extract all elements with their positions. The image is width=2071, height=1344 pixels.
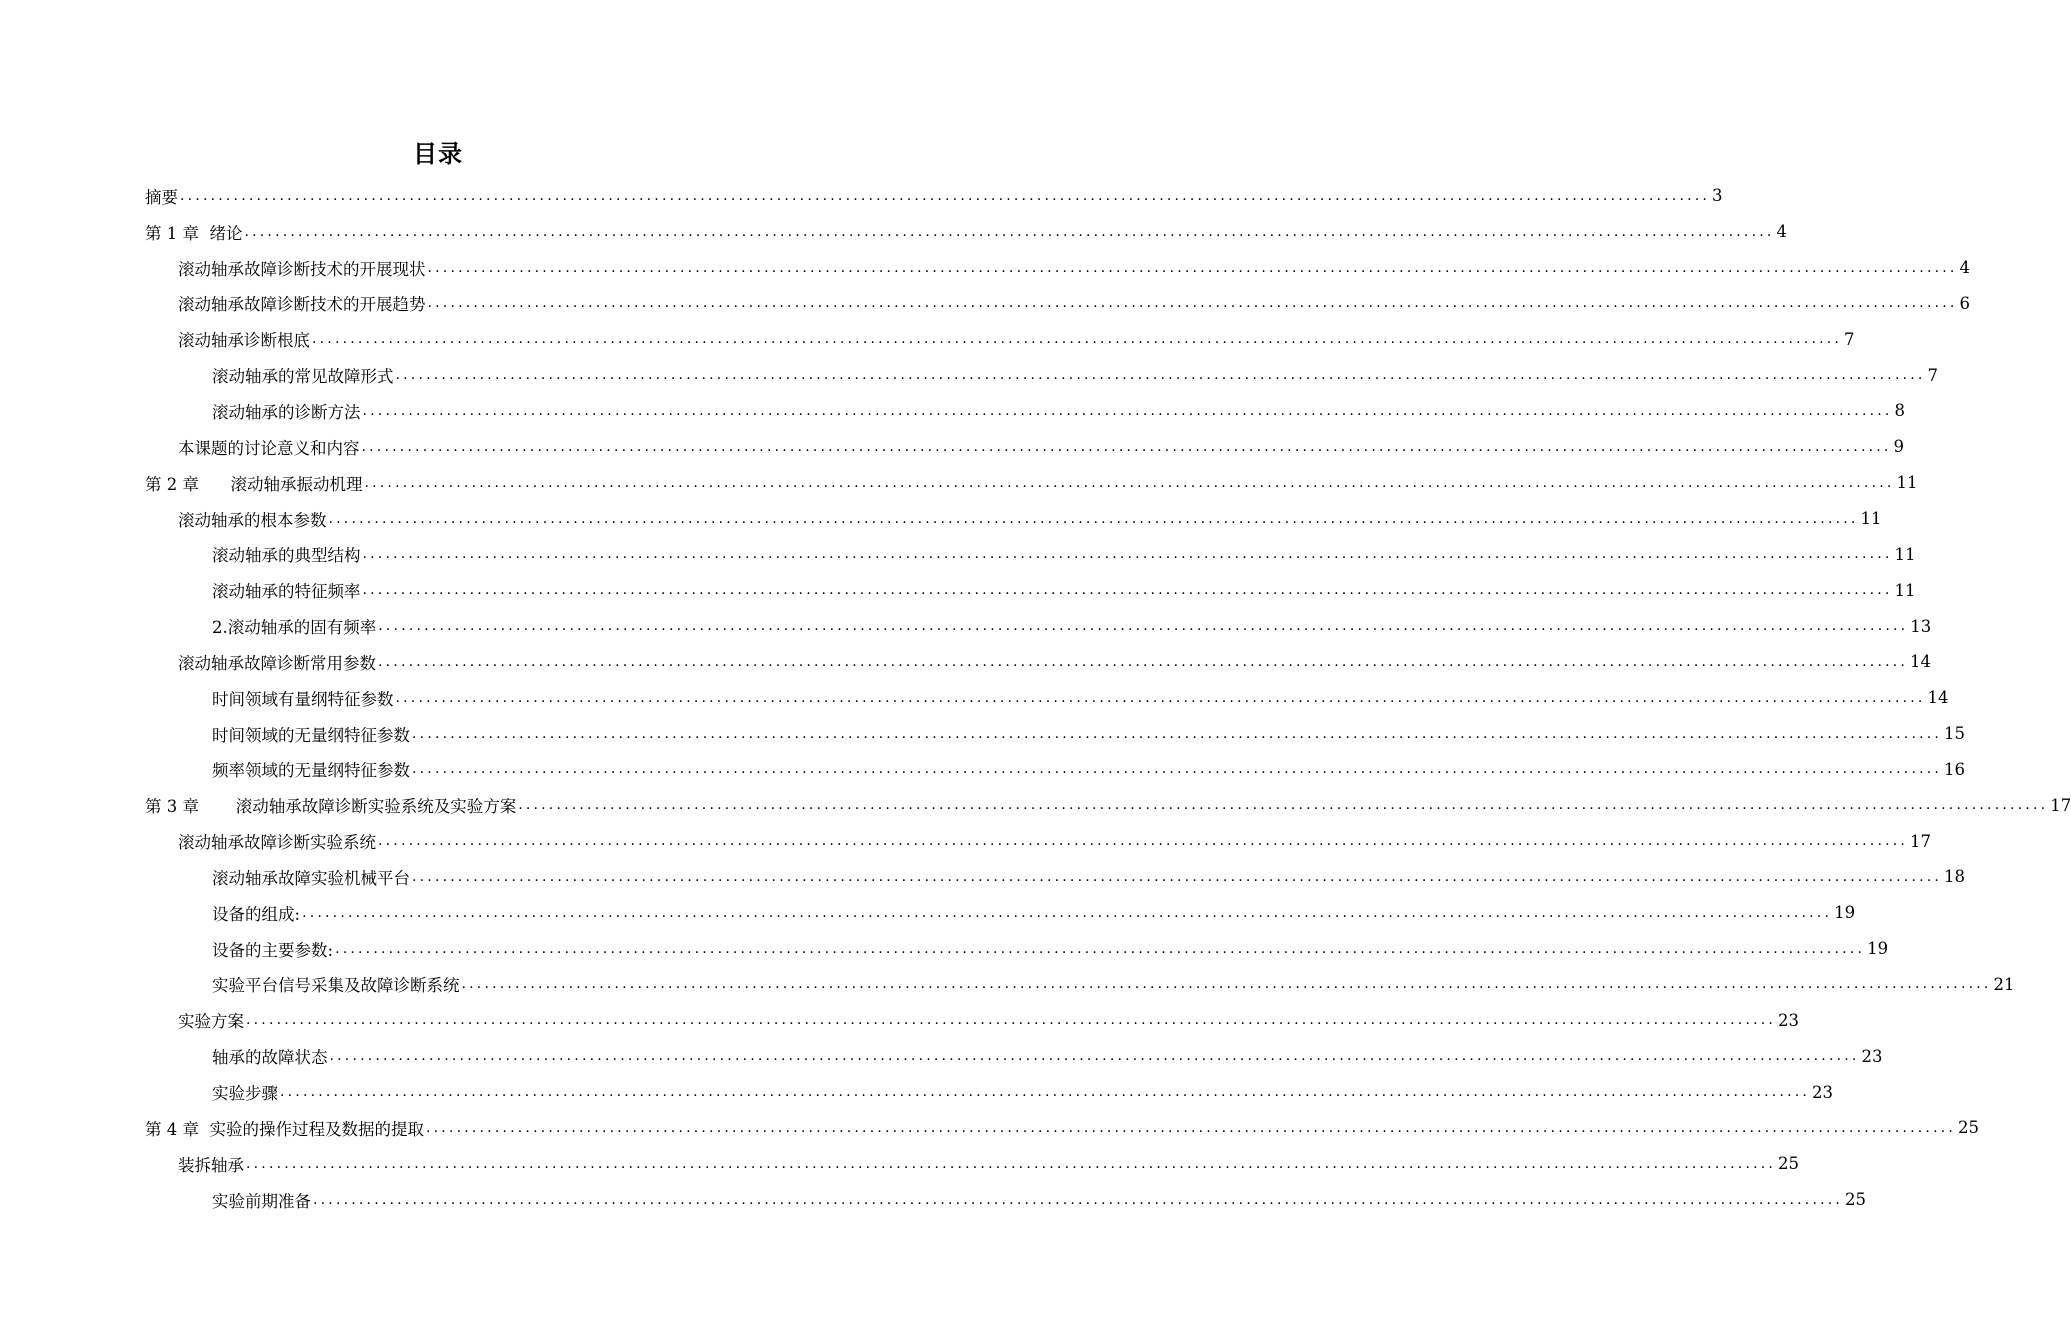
toc-entry-page: 4: [1959, 258, 1971, 278]
toc-entry-page: 7: [1844, 329, 1855, 349]
toc-entry-page: 9: [1893, 437, 1905, 457]
toc-dot-leader: ........................................................................................................................................................................................................: [518, 797, 2049, 814]
toc-dot-leader: ........................................................................................................................................................................................................: [312, 331, 1843, 348]
toc-entry-page: 11: [1860, 509, 1882, 529]
toc-entry-label: 实验平台信号采集及故障诊断系统: [212, 976, 460, 996]
toc-entry[interactable]: [145, 1038, 1883, 1074]
toc-entry-page: 4: [1776, 222, 1788, 242]
toc-entry-page: 7: [1927, 365, 1939, 385]
toc-entry-page: 19: [1867, 939, 1889, 959]
toc-entry-label: 第 1 章 绪论: [145, 223, 243, 243]
toc-entry-label: 实验前期准备: [212, 1191, 311, 1211]
toc-entry[interactable]: [145, 787, 2071, 823]
toc-entry-label: 滚动轴承故障实验机械平台: [212, 868, 410, 888]
toc-entry[interactable]: [145, 716, 1966, 752]
toc-entry-page: 25: [1778, 1154, 1800, 1174]
toc-entry[interactable]: [145, 393, 1906, 429]
toc-dot-leader: ........................................................................................................................................................................................................: [328, 510, 1859, 527]
toc-entry[interactable]: [145, 967, 2015, 1003]
toc-dot-leader: ........................................................................................................................................................................................................: [412, 868, 1943, 885]
toc-entry-label: 滚动轴承故障诊断技术的开展趋势: [178, 295, 426, 315]
toc-entry-label: 第 2 章 滚动轴承振动机理: [145, 474, 363, 494]
toc-title: 目录: [413, 140, 463, 168]
toc-entry[interactable]: [145, 644, 1932, 680]
toc-entry-page: 25: [1845, 1190, 1867, 1210]
toc-entry[interactable]: [145, 608, 1932, 644]
toc-list: [145, 178, 2071, 1217]
toc-entry-label: 设备的组成:: [212, 904, 301, 924]
toc-entry-label: 时间领域有量纲特征参数: [212, 689, 394, 709]
toc-entry-label: 滚动轴承故障诊断实验系统: [178, 833, 376, 853]
toc-entry-label: 摘要: [145, 187, 178, 207]
toc-entry-page: 11: [1894, 580, 1916, 600]
toc-dot-leader: ........................................................................................................................................................................................................: [378, 833, 1909, 850]
toc-entry-page: 14: [1927, 688, 1949, 708]
toc-entry-label: 滚动轴承的诊断方法: [212, 402, 361, 422]
toc-entry-label: 本课题的讨论意义和内容: [178, 438, 360, 458]
toc-entry[interactable]: [145, 465, 1918, 501]
toc-entry-page: 6: [1959, 293, 1971, 313]
toc-entry[interactable]: [145, 1110, 1980, 1146]
toc-entry[interactable]: [145, 178, 1723, 214]
toc-dot-leader: ........................................................................................................................................................................................................: [180, 187, 1711, 204]
toc-entry-label: 轴承的故障状态: [212, 1048, 328, 1068]
toc-dot-leader: ........................................................................................................................................................................................................: [425, 1119, 1957, 1136]
toc-entry[interactable]: [145, 1002, 1800, 1038]
toc-entry[interactable]: [145, 680, 1949, 716]
toc-entry[interactable]: [145, 572, 1916, 608]
toc-dot-leader: ........................................................................................................................................................................................................: [335, 940, 1866, 957]
toc-entry-label: 滚动轴承诊断根底: [178, 331, 310, 351]
toc-dot-leader: ........................................................................................................................................................................................................: [361, 438, 1892, 455]
toc-entry-page: 21: [1993, 974, 2015, 994]
toc-dot-leader: ........................................................................................................................................................................................................: [362, 402, 1893, 419]
toc-entry-label: 滚动轴承的常见故障形式: [212, 367, 394, 387]
toc-entry-page: 17: [2050, 795, 2071, 815]
toc-entry-label: 第 4 章 实验的操作过程及数据的提取: [145, 1119, 424, 1139]
toc-entry-page: 3: [1712, 186, 1723, 206]
toc-dot-leader: ........................................................................................................................................................................................................: [246, 1012, 1777, 1029]
toc-entry[interactable]: [145, 1182, 1867, 1218]
toc-dot-leader: ........................................................................................................................................................................................................: [313, 1191, 1844, 1208]
toc-entry[interactable]: [145, 1146, 1800, 1182]
toc-entry-label: 滚动轴承的特征频率: [212, 582, 361, 602]
toc-entry-label: 实验步骤: [212, 1084, 278, 1104]
toc-entry-page: 8: [1894, 401, 1906, 421]
toc-entry-page: 18: [1944, 867, 1966, 887]
toc-dot-leader: ........................................................................................................................................................................................................: [427, 259, 1958, 276]
toc-entry-label: 装拆轴承: [178, 1155, 244, 1175]
toc-entry-label: 时间领域的无量纲特征参数: [212, 725, 410, 745]
toc-dot-leader: ........................................................................................................................................................................................................: [244, 223, 1775, 240]
toc-entry[interactable]: [145, 536, 1916, 572]
toc-entry-page: 15: [1944, 724, 1966, 744]
toc-entry[interactable]: [145, 250, 1971, 286]
toc-dot-leader: ........................................................................................................................................................................................................: [427, 295, 1958, 312]
toc-entry-page: 14: [1910, 652, 1932, 672]
toc-entry-page: 19: [1834, 903, 1856, 923]
toc-entry[interactable]: [145, 859, 1966, 895]
toc-entry-page: 23: [1778, 1010, 1800, 1030]
toc-dot-leader: ........................................................................................................................................................................................................: [246, 1155, 1777, 1172]
toc-entry[interactable]: [145, 1074, 1834, 1110]
toc-dot-leader: ........................................................................................................................................................................................................: [412, 761, 1943, 778]
toc-dot-leader: ........................................................................................................................................................................................................: [461, 976, 1992, 993]
toc-dot-leader: ........................................................................................................................................................................................................: [412, 725, 1943, 742]
toc-entry-page: 11: [1896, 473, 1918, 493]
toc-entry-label: 滚动轴承的根本参数: [178, 510, 327, 530]
toc-entry-page: 11: [1894, 544, 1916, 564]
toc-dot-leader: ........................................................................................................................................................................................................: [329, 1048, 1860, 1065]
toc-entry-page: 23: [1861, 1046, 1883, 1066]
toc-dot-leader: ........................................................................................................................................................................................................: [378, 653, 1909, 670]
toc-entry[interactable]: [145, 357, 1939, 393]
toc-entry-label: 设备的主要参数:: [212, 940, 334, 960]
toc-entry-label: 2.滚动轴承的固有频率: [212, 618, 377, 638]
toc-dot-leader: ........................................................................................................................................................................................................: [364, 474, 1895, 491]
toc-entry-label: 滚动轴承故障诊断技术的开展现状: [178, 259, 426, 279]
toc-entry-page: 23: [1812, 1082, 1834, 1102]
toc-entry-label: 实验方案: [178, 1012, 244, 1032]
toc-entry-label: 滚动轴承的典型结构: [212, 546, 361, 566]
toc-entry-page: 25: [1958, 1118, 1980, 1138]
toc-entry[interactable]: [145, 823, 1932, 859]
toc-entry-label: 第 3 章 滚动轴承故障诊断实验系统及实验方案: [145, 797, 517, 817]
toc-entry[interactable]: [145, 321, 1855, 357]
toc-entry[interactable]: [145, 895, 1856, 931]
toc-entry-page: 16: [1944, 759, 1966, 779]
toc-dot-leader: ........................................................................................................................................................................................................: [378, 618, 1909, 635]
toc-dot-leader: ........................................................................................................................................................................................................: [302, 904, 1833, 921]
toc-entry-label: 滚动轴承故障诊断常用参数: [178, 653, 376, 673]
toc-entry-page: 17: [1910, 831, 1932, 851]
toc-entry[interactable]: [145, 501, 1882, 537]
toc-entry-label: 频率领域的无量纲特征参数: [212, 761, 410, 781]
toc-entry[interactable]: [145, 752, 1966, 788]
toc-dot-leader: ........................................................................................................................................................................................................: [395, 367, 1926, 384]
toc-dot-leader: ........................................................................................................................................................................................................: [395, 689, 1926, 706]
toc-entry[interactable]: [145, 931, 1889, 967]
toc-entry[interactable]: [145, 429, 1905, 465]
toc-entry-page: 13: [1910, 616, 1932, 636]
toc-dot-leader: ........................................................................................................................................................................................................: [362, 546, 1893, 563]
toc-dot-leader: ........................................................................................................................................................................................................: [362, 582, 1893, 599]
toc-entry[interactable]: [145, 286, 1971, 322]
toc-dot-leader: ........................................................................................................................................................................................................: [280, 1084, 1811, 1101]
toc-entry[interactable]: [145, 214, 1788, 250]
